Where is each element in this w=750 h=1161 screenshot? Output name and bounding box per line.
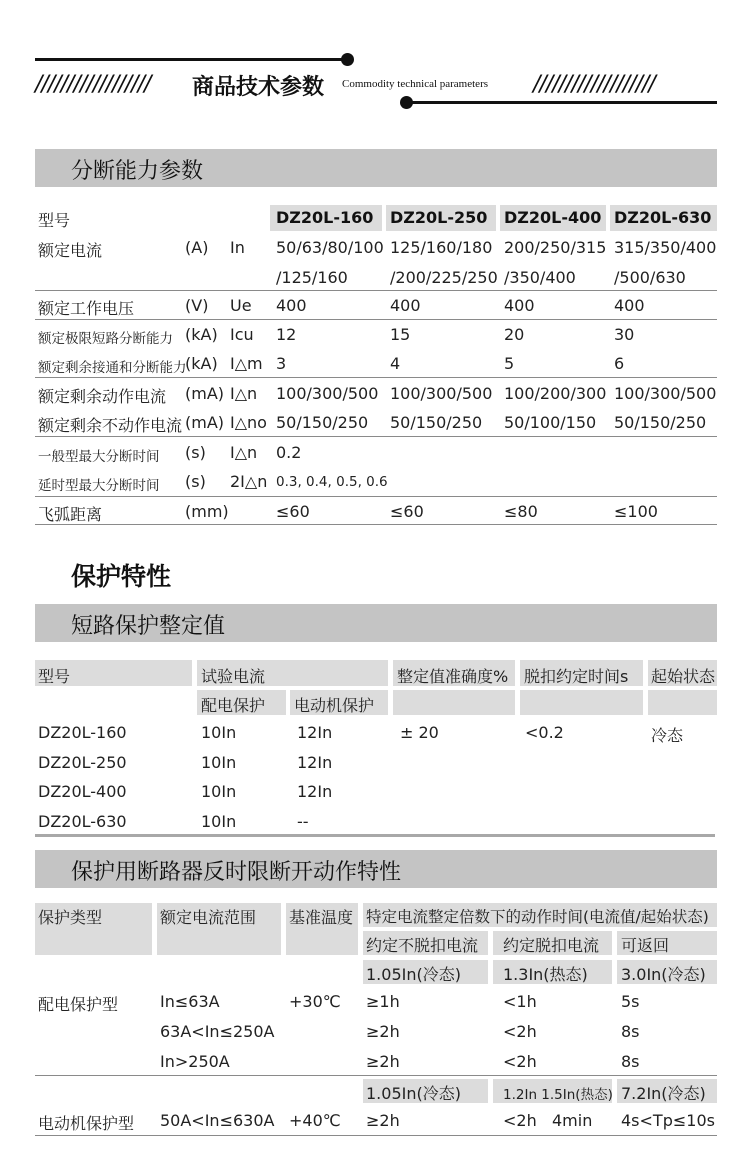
table-row-state: 冷态 [651,726,684,745]
param-unit: (kA) [185,325,218,344]
param-value: ≤60 [390,502,424,521]
section-bar-inverse-time [35,850,717,888]
table-row-value: 8s [621,1052,640,1071]
multiplier: 7.2In(冷态) [621,1084,706,1103]
model-label: 型号 [38,211,71,230]
header-motor: 电动机保护 [294,696,375,715]
param-value: 100/300/500 [276,384,379,403]
param-value: 15 [390,325,411,344]
model-header: DZ20L-630 [614,208,712,227]
param-symbol: I△n [230,384,258,403]
param-name: 额定剩余不动作电流 [38,416,183,435]
param-value: ≤100 [614,502,658,521]
section-title: 短路保护整定值 [71,614,226,639]
multiplier: 1.05In(冷态) [366,1084,461,1103]
protection-title: 保护特性 [71,562,172,591]
dist-type: 配电保护型 [38,995,119,1014]
header-test-current: 试验电流 [201,667,266,686]
param-value: 400 [504,296,535,315]
param-symbol: 2I△n [230,472,268,491]
multiplier: 3.0In(冷态) [621,965,706,984]
param-value: /125/160 [276,268,348,287]
table-row-motor: 12In [297,753,333,772]
table-row-motor: -- [297,812,309,831]
section-title: 保护用断路器反时限断开动作特性 [71,860,402,885]
param-value: 400 [390,296,421,315]
param-value: ≤80 [504,502,538,521]
model-header: DZ20L-160 [276,208,374,227]
table-row-dist: 10In [201,812,237,831]
header-bottom-line [405,101,717,104]
param-symbol: Ue [230,296,252,315]
table-row-value: <2h 4min [503,1111,593,1130]
param-value: 12 [276,325,297,344]
param-value: 50/100/150 [504,413,597,432]
param-value: 400 [614,296,645,315]
header-top-line [35,58,345,61]
header-slashes-left: ////////////////// [35,72,151,97]
param-value: 100/300/500 [390,384,493,403]
table-row-range: 63A<In≤250A [160,1022,275,1041]
table-row-value: ≥2h [366,1022,400,1041]
header-top-dot [341,53,354,66]
param-symbol: I△n [230,443,258,462]
table-row-value: 5s [621,992,640,1011]
multiplier: 1.3In(热态) [503,965,588,984]
table-row-range: In≤63A [160,992,220,1011]
header-range: 额定电流范围 [160,908,257,927]
param-value: 400 [276,296,307,315]
param-value: 0.2 [276,443,302,462]
param-name: 飞弧距离 [38,505,103,524]
param-value: 100/300/500 [614,384,717,403]
motor-temp: +40℃ [289,1111,341,1130]
param-unit: (kA) [185,354,218,373]
table-row-model: DZ20L-630 [38,812,127,831]
param-value: 20 [504,325,525,344]
param-name: 额定工作电压 [38,299,135,318]
section-title: 分断能力参数 [71,159,204,184]
table-row-dist: 10In [201,753,237,772]
param-value: /500/630 [614,268,686,287]
header-returnable: 可返回 [621,936,670,955]
table-row-range: In>250A [160,1052,230,1071]
model-header: DZ20L-250 [390,208,488,227]
header-subtitle: Commodity technical parameters [342,78,489,90]
table-row-motor: 12In [297,723,333,742]
param-unit: (V) [185,296,209,315]
param-value: 315/350/400 [614,238,717,257]
param-value: 30 [614,325,635,344]
table-row-value: ≥2h [366,1111,400,1130]
param-unit: (s) [185,472,206,491]
header-slashes-right: /////////////////// [533,72,655,97]
multiplier: 1.2In 1.5In(热态) [503,1087,613,1103]
header-type: 保护类型 [38,908,103,927]
param-unit: (mm) [185,502,229,521]
header-trip: 约定脱扣电流 [503,936,600,955]
param-value: 200/250/315 [504,238,607,257]
param-value: 0.3, 0.4, 0.5, 0.6 [276,474,388,490]
param-unit: (mA) [185,413,225,432]
table-row-accuracy: ± 20 [400,723,439,742]
header-title: 商品技术参数 [192,75,325,100]
param-value: ≤60 [276,502,310,521]
header-action-time: 特定电流整定倍数下的动作时间(电流值/起始状态) [366,908,709,926]
header-no-trip: 约定不脱扣电流 [366,936,479,955]
param-name: 延时型最大分断时间 [38,478,160,494]
header-trip-time: 脱扣约定时间s [524,667,629,686]
param-value: /200/225/250 [390,268,498,287]
param-value: 50/150/250 [390,413,483,432]
param-name: 额定剩余动作电流 [38,387,167,406]
param-value: 125/160/180 [390,238,493,257]
param-value: 6 [614,354,625,373]
param-value: 50/150/250 [614,413,707,432]
table-row-value: ≥1h [366,992,400,1011]
table-row-value: 4s<Tp≤10s [621,1111,715,1130]
table-row-dist: 10In [201,782,237,801]
param-value: 50/63/80/100 [276,238,384,257]
param-name: 额定剩余接通和分断能力 [38,360,187,376]
table-row-trip-time: <0.2 [525,723,564,742]
table-row-value: 8s [621,1022,640,1041]
param-name: 额定电流 [38,241,103,260]
table-row-motor: 12In [297,782,333,801]
param-unit: (s) [185,443,206,462]
model-header: DZ20L-400 [504,208,602,227]
param-unit: (A) [185,238,209,257]
param-name: 一般型最大分断时间 [38,449,160,465]
table-row-value: <2h [503,1022,537,1041]
section-bar-breaking-capacity [35,149,717,187]
header-model: 型号 [38,667,71,686]
header-temp: 基准温度 [289,908,354,927]
param-value: /350/400 [504,268,576,287]
param-symbol: I△no [230,413,267,432]
multiplier: 1.05In(冷态) [366,965,461,984]
param-value: 5 [504,354,515,373]
param-name: 额定极限短路分断能力 [38,331,173,347]
header-distribution: 配电保护 [201,696,266,715]
param-unit: (mA) [185,384,225,403]
param-value: 3 [276,354,287,373]
table-row-value: <1h [503,992,537,1011]
header-initial-state: 起始状态 [651,667,716,686]
param-value: 50/150/250 [276,413,369,432]
param-value: 4 [390,354,401,373]
header-accuracy: 整定值准确度% [397,667,509,686]
param-symbol: In [230,238,245,257]
motor-range: 50A<In≤630A [160,1111,275,1130]
param-symbol: I△m [230,354,263,373]
table-row-model: DZ20L-160 [38,723,127,742]
table-row-value: <2h [503,1052,537,1071]
table-row-model: DZ20L-250 [38,753,127,772]
table-row-value: ≥2h [366,1052,400,1071]
table-row-model: DZ20L-400 [38,782,127,801]
param-symbol: Icu [230,325,254,344]
table-row-dist: 10In [201,723,237,742]
motor-type: 电动机保护型 [38,1114,135,1133]
dist-temp: +30℃ [289,992,341,1011]
param-value: 100/200/300 [504,384,607,403]
section-bar-short-circuit [35,604,717,642]
